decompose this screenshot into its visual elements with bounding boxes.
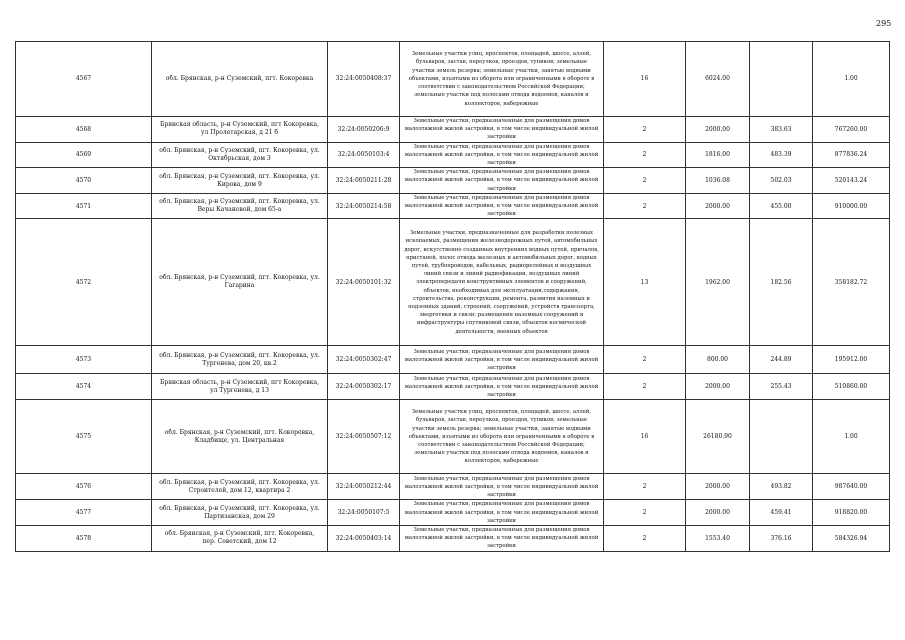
- land-purpose: Земельные участки, предназначенные для размещения домов малоэтажной жилой застройки, в том числе индивидуальной жилой застройки: [400, 500, 604, 526]
- cadastral-number: 32:24:0050302:47: [328, 346, 400, 374]
- cadastral-value: 1.00: [813, 400, 890, 474]
- cadastral-number: 32:24:0050408:37: [328, 42, 400, 117]
- row-number: 4572: [16, 219, 152, 346]
- purpose-group: 2: [604, 142, 686, 168]
- purpose-group: 2: [604, 117, 686, 143]
- row-number: 4569: [16, 142, 152, 168]
- cadastral-value: 195912.00: [813, 346, 890, 374]
- address-cell: обл. Брянская, р-н Суземский, пгт. Кокоревка, ул. Гагарина: [152, 219, 328, 346]
- table-row: [16, 168, 890, 194]
- cadastral-number: 32:24:0050101:32: [328, 219, 400, 346]
- land-purpose: Земельные участки, предназначенные для размещения домов малоэтажной жилой застройки, в том числе индивидуальной жилой застройки: [400, 193, 604, 219]
- cadastral-value: 358182.72: [813, 219, 890, 346]
- cadastral-number: 32:24:0050103:4: [328, 142, 400, 168]
- cadastral-rate: 376.16: [750, 526, 813, 552]
- table-row: [16, 474, 890, 500]
- land-registry-table: [15, 41, 890, 552]
- cadastral-rate: 459.41: [750, 500, 813, 526]
- cadastral-value: 918820.00: [813, 500, 890, 526]
- row-number: 4575: [16, 400, 152, 474]
- land-purpose: Земельные участки, предназначенные для размещения домов малоэтажной жилой застройки, в том числе индивидуальной жилой застройки: [400, 374, 604, 400]
- cadastral-rate: 383.63: [750, 117, 813, 143]
- row-number: 4573: [16, 346, 152, 374]
- table-row: [16, 400, 890, 474]
- cadastral-value: 910000.00: [813, 193, 890, 219]
- address-cell: обл. Брянская, р-н Суземский, пгт. Кокоревка, пер. Советский, дом 12: [152, 526, 328, 552]
- area-value: 2000.00: [686, 500, 750, 526]
- land-purpose: Земельные участки улиц, проспектов, площадей, шоссе, аллей, бульваров, застав, переулков, проездов, тупиков; земельные участки земель резерва; земельные участки, занятые водными объектами, изъятыми из оборота или ограниченными в обороте в соответствии с законодательством Российской Федерации; земельные участки под полосами отвода водоемов, каналов и коллекторов, набережные: [400, 400, 604, 474]
- table-row: [16, 346, 890, 374]
- address-cell: обл. Брянская, р-н Суземский, пгт. Кокоревка: [152, 42, 328, 117]
- cadastral-number: 32:24:0050302:17: [328, 374, 400, 400]
- cadastral-rate: 483.39: [750, 142, 813, 168]
- cadastral-number: 32:24:0050206:9: [328, 117, 400, 143]
- row-number: 4568: [16, 117, 152, 143]
- table-row: [16, 526, 890, 552]
- land-purpose: Земельные участки, предназначенные для размещения домов малоэтажной жилой застройки, в том числе индивидуальной жилой застройки: [400, 526, 604, 552]
- table-row: [16, 500, 890, 526]
- table-row: [16, 142, 890, 168]
- purpose-group: 2: [604, 193, 686, 219]
- area-value: 6024.00: [686, 42, 750, 117]
- cadastral-value: 877836.24: [813, 142, 890, 168]
- cadastral-rate: 455.00: [750, 193, 813, 219]
- row-number: 4571: [16, 193, 152, 219]
- area-value: 1816.00: [686, 142, 750, 168]
- cadastral-rate: 244.89: [750, 346, 813, 374]
- area-value: 1962.00: [686, 219, 750, 346]
- row-number: 4574: [16, 374, 152, 400]
- land-purpose: Земельные участки, предназначенные для размещения домов малоэтажной жилой застройки, в том числе индивидуальной жилой застройки: [400, 346, 604, 374]
- cadastral-rate: [750, 42, 813, 117]
- address-cell: обл. Брянская, р-н Суземский, пгт. Кокоревка, ул. Партизанская, дом 29: [152, 500, 328, 526]
- cadastral-rate: 502.03: [750, 168, 813, 194]
- address-cell: обл. Брянская, р-н Суземский, пгт. Кокоревка, ул. Октябрьская, дом 3: [152, 142, 328, 168]
- cadastral-number: 32:24:0050507:12: [328, 400, 400, 474]
- cadastral-value: 1.00: [813, 42, 890, 117]
- address-cell: обл. Брянская, р-н Суземский, пгт. Кокоревка, ул. Тургенева, дом 20, кв.2: [152, 346, 328, 374]
- table-row: [16, 193, 890, 219]
- table-row: [16, 219, 890, 346]
- purpose-group: 2: [604, 500, 686, 526]
- cadastral-value: 767260.00: [813, 117, 890, 143]
- purpose-group: 2: [604, 168, 686, 194]
- table-row: [16, 42, 890, 117]
- area-value: 2000.00: [686, 474, 750, 500]
- cadastral-rate: 255.43: [750, 374, 813, 400]
- purpose-group: 2: [604, 374, 686, 400]
- land-purpose: Земельные участки, предназначенные для размещения домов малоэтажной жилой застройки, в том числе индивидуальной жилой застройки: [400, 117, 604, 143]
- purpose-group: 2: [604, 526, 686, 552]
- purpose-group: 13: [604, 219, 686, 346]
- cadastral-rate: 182.56: [750, 219, 813, 346]
- address-cell: обл. Брянская, р-н Суземский, пгт. Кокоревка, Кладбище, ул. Центральная: [152, 400, 328, 474]
- area-value: 26180.90: [686, 400, 750, 474]
- cadastral-value: 987640.00: [813, 474, 890, 500]
- cadastral-value: 510860.00: [813, 374, 890, 400]
- purpose-group: 2: [604, 474, 686, 500]
- area-value: 1036.08: [686, 168, 750, 194]
- address-cell: обл. Брянская, р-н Суземский, пгт. Кокоревка, ул. Веры Качановой, дом 65-а: [152, 193, 328, 219]
- address-cell: обл. Брянская, р-н Суземский, пгт. Кокоревка, ул. Строителей, дом 12, квартира 2: [152, 474, 328, 500]
- row-number: 4577: [16, 500, 152, 526]
- area-value: 1553.40: [686, 526, 750, 552]
- row-number: 4576: [16, 474, 152, 500]
- row-number: 4578: [16, 526, 152, 552]
- address-cell: обл. Брянская, р-н Суземский, пгт. Кокоревка, ул. Кирова, дом 9: [152, 168, 328, 194]
- cadastral-value: 584326.94: [813, 526, 890, 552]
- purpose-group: 16: [604, 42, 686, 117]
- purpose-group: 2: [604, 346, 686, 374]
- row-number: 4570: [16, 168, 152, 194]
- area-value: 800.00: [686, 346, 750, 374]
- table-row: [16, 374, 890, 400]
- land-purpose: Земельные участки, предназначенные для размещения домов малоэтажной жилой застройки, в том числе индивидуальной жилой застройки: [400, 474, 604, 500]
- cadastral-value: 520143.24: [813, 168, 890, 194]
- cadastral-rate: 493.82: [750, 474, 813, 500]
- area-value: 2000.00: [686, 193, 750, 219]
- cadastral-number: 32:24:0050107:5: [328, 500, 400, 526]
- land-purpose: Земельные участки, предназначенные для разработки полезных ископаемых, размещения железнодорожных путей, автомобильных дорог, искусственно созданных внутренних водных путей, причалов, пристаней, полос отвода железных и автомобильных дорог, водных путей, трубопроводов, кабельных, радиорелейных и воздушных линий связи и линий радиофикации, воздушных линий электропередачи конструктивных элементов и сооружений, объектов, необходимых для эксплуатации,содержания, строительства, реконструкции, ремонта, развития наземных и подземных зданий, строений, сооружений, устройств транспорта, энергетики и связи; размещения наземных сооружений и инфраструктуры спутниковой связи, объектов космической деятельности, военных объектов: [400, 219, 604, 346]
- land-purpose: Земельные участки улиц, проспектов, площадей, шоссе, аллей, бульваров, застав, переулков, проездов, тупиков; земельные участки земель резерва; земельные участки, занятые водными объектами, изъятыми из оборота или ограниченными в обороте в соответствии с законодательством Российской Федерации; земельные участки под полосами отвода водоемов, каналов и коллекторов, набережные: [400, 42, 604, 117]
- land-purpose: Земельные участки, предназначенные для размещения домов малоэтажной жилой застройки, в том числе индивидуальной жилой застройки: [400, 142, 604, 168]
- address-cell: Брянская область, р-н Суземский, пгт Кокоревка, ул Пролетарская, д 21 б: [152, 117, 328, 143]
- row-number: 4567: [16, 42, 152, 117]
- address-cell: Брянская область, р-н Суземский, пгт Кокоревка, ул Тургенева, д 13: [152, 374, 328, 400]
- cadastral-number: 32:24:0050403:14: [328, 526, 400, 552]
- table-row: [16, 117, 890, 143]
- cadastral-number: 32:24:0050212:44: [328, 474, 400, 500]
- purpose-group: 16: [604, 400, 686, 474]
- area-value: 2000.00: [686, 374, 750, 400]
- cadastral-rate: [750, 400, 813, 474]
- land-purpose: Земельные участки, предназначенные для размещения домов малоэтажной жилой застройки, в том числе индивидуальной жилой застройки: [400, 168, 604, 194]
- cadastral-number: 32:24:0050211:28: [328, 168, 400, 194]
- cadastral-number: 32:24:0050214:58: [328, 193, 400, 219]
- area-value: 2000.00: [686, 117, 750, 143]
- page-number: 295: [876, 19, 892, 28]
